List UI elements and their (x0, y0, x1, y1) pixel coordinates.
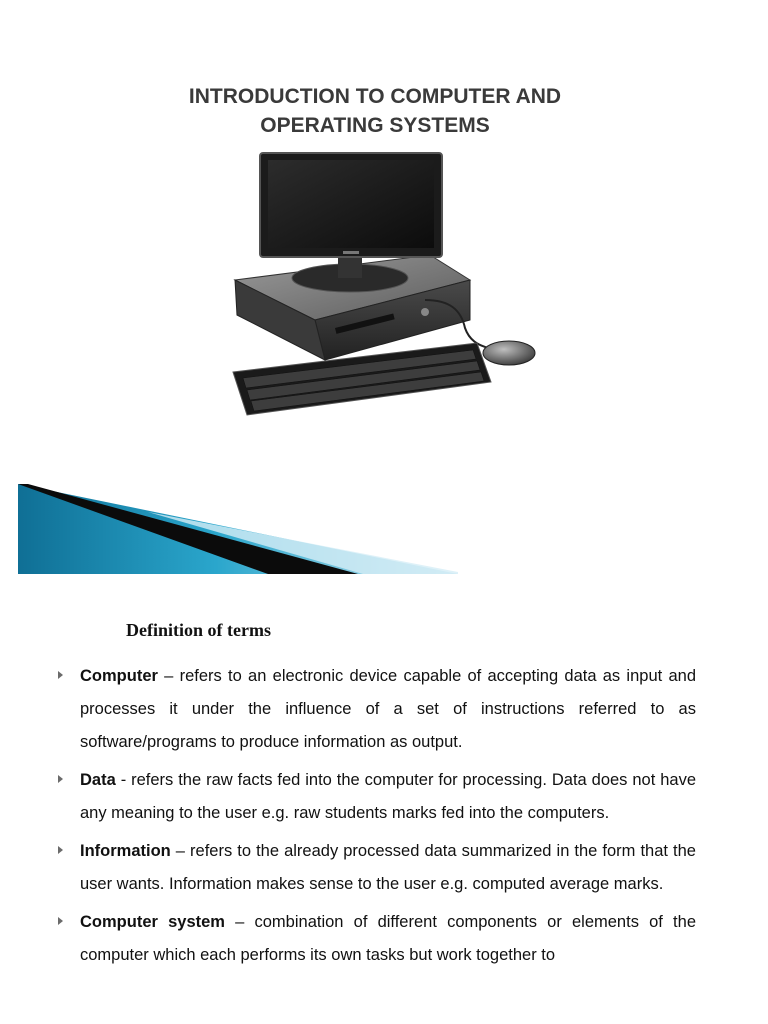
list-item (56, 906, 696, 972)
list-item (56, 835, 696, 901)
list-item (56, 764, 696, 830)
term-name: Computer (80, 667, 158, 685)
section-heading: Definition of terms (126, 620, 271, 640)
mouse (483, 341, 535, 365)
decorative-banner (18, 484, 458, 574)
monitor-screen (268, 160, 434, 248)
triangle-bullet-icon (58, 917, 63, 925)
term-definition: - refers the raw facts fed into the computer for processing. Data does not have any meaning to the user e.g. raw students marks fed into the computers. (80, 771, 696, 822)
title-line-1: INTRODUCTION TO COMPUTER AND (188, 85, 562, 108)
term-definition: – combination of different components or elements of the computer which each performs its own tasks but work together to (80, 913, 696, 964)
title-line-2: OPERATING SYSTEMS (260, 114, 490, 137)
term-name: Information (80, 842, 171, 860)
definition-list (56, 660, 696, 977)
desktop-computer-icon (225, 150, 545, 425)
term-definition: – refers to an electronic device capable of accepting data as input and processes it under the influence of a set of instructions referred to as software/programs to produce information as output. (80, 667, 696, 751)
triangle-bullet-icon (58, 775, 63, 783)
triangle-bullet-icon (58, 671, 63, 679)
term-definition: – refers to the already processed data summarized in the form that the user wants. Information makes sense to the user e.g. computed average marks. (80, 842, 696, 893)
term-name: Data (80, 771, 116, 789)
term-name: Computer system (80, 913, 225, 931)
document-title (0, 82, 750, 140)
triangle-bullet-icon (58, 846, 63, 854)
list-item (56, 660, 696, 759)
